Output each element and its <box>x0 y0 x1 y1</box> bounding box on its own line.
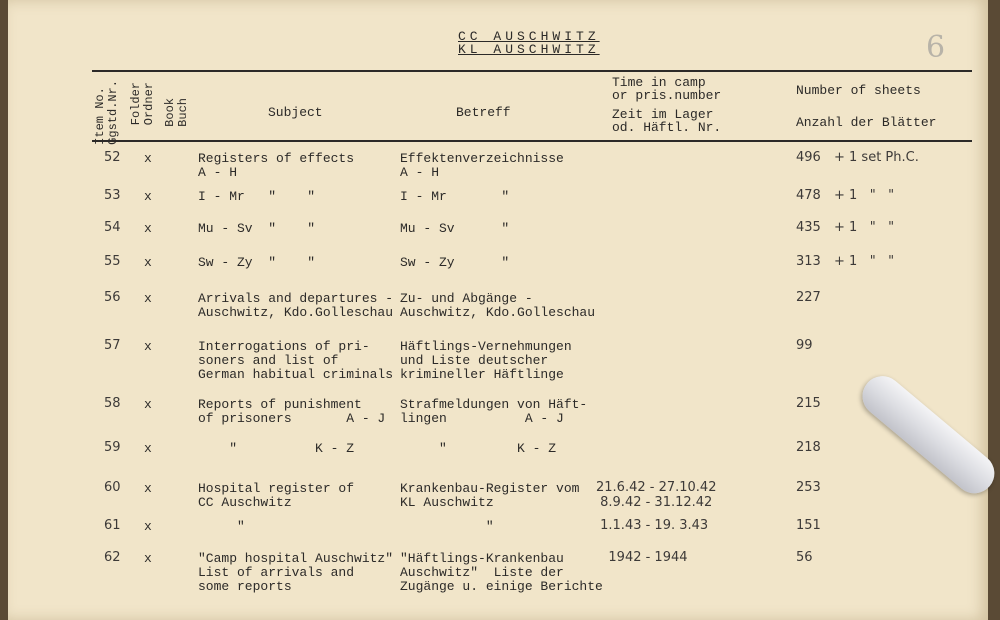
time-in-camp: 1942 - 1944 <box>596 550 688 565</box>
betreff-text: Häftlings-Vernehmungen und Liste deutscher krimineller Häftlinge <box>400 339 572 382</box>
header-sheets-de: Anzahl der Blätter <box>796 115 937 130</box>
folder-mark: x <box>144 221 152 236</box>
item-number: 58 <box>104 396 121 411</box>
header-betreff: Betreff <box>456 105 511 120</box>
subject-text: Arrivals and departures - Auschwitz, Kdo.Golleschau <box>198 291 394 320</box>
sheet-count: 215 <box>796 396 821 411</box>
subject-text: " K - Z <box>198 441 355 456</box>
sheet-count: 227 <box>796 290 821 305</box>
betreff-text: Strafmeldungen von Häft- lingen A - J <box>400 397 588 426</box>
item-number: 59 <box>104 440 121 455</box>
folder-mark: x <box>144 519 152 534</box>
sheet-count: 56 <box>796 550 813 565</box>
header-bottom-rule <box>92 140 972 142</box>
folder-mark: x <box>144 339 152 354</box>
subject-text: Registers of effects A - H <box>198 151 355 180</box>
title-line-1: CC AUSCHWITZ <box>458 29 600 44</box>
header-time-de: Zeit im Lager od. Häftl. Nr. <box>612 107 722 135</box>
subject-text: Hospital register of CC Auschwitz <box>198 481 355 510</box>
sheet-count: 496 <box>796 150 821 165</box>
item-number: 56 <box>104 290 121 305</box>
item-number: 62 <box>104 550 121 565</box>
subject-text: Reports of punishment of prisoners A - J <box>198 397 386 426</box>
header-top-rule <box>92 70 972 72</box>
item-number: 54 <box>104 220 121 235</box>
betreff-text: " K - Z <box>400 441 557 456</box>
folder-mark: x <box>144 551 152 566</box>
title-line-2: KL AUSCHWITZ <box>458 42 600 57</box>
folder-mark: x <box>144 291 152 306</box>
sheet-count: 435 <box>796 220 821 235</box>
folder-mark: x <box>144 397 152 412</box>
header-subject: Subject <box>268 105 323 120</box>
betreff-text: Krankenbau-Register vom KL Auschwitz <box>400 481 580 510</box>
page-number: 6 <box>926 30 946 65</box>
sheet-count: 99 <box>796 338 813 353</box>
subject-text: I - Mr " " <box>198 189 316 204</box>
betreff-text: Effektenverzeichnisse A - H <box>400 151 564 180</box>
item-number: 53 <box>104 188 121 203</box>
subject-text: Interrogations of pri- soners and list of German habitual criminals <box>198 339 394 382</box>
sheet-count: 218 <box>796 440 821 455</box>
folder-mark: x <box>144 255 152 270</box>
sheet-extra: + 1 " " <box>834 188 895 203</box>
item-number: 57 <box>104 338 121 353</box>
header-book: Book Buch <box>163 98 190 127</box>
sheet-count: 253 <box>796 480 821 495</box>
paper-clip <box>854 368 1000 501</box>
folder-mark: x <box>144 441 152 456</box>
item-number: 55 <box>104 254 121 269</box>
header-time-en: Time in camp or pris.number <box>612 75 722 103</box>
document-page <box>8 0 988 620</box>
sheet-extra: + 1 set Ph.C. <box>834 150 919 165</box>
header-folder: Folder Ordner <box>129 82 156 126</box>
betreff-text: Zu- und Abgänge - Auschwitz, Kdo.Golleschau <box>400 291 596 320</box>
folder-mark: x <box>144 151 152 166</box>
header-sheets-en: Number of sheets <box>796 83 921 98</box>
subject-text: Sw - Zy " " <box>198 255 316 270</box>
subject-text: Mu - Sv " " <box>198 221 316 236</box>
sheet-count: 151 <box>796 518 821 533</box>
item-number: 60 <box>104 480 121 495</box>
folder-mark: x <box>144 189 152 204</box>
item-number: 52 <box>104 150 121 165</box>
sheet-count: 313 <box>796 254 821 269</box>
subject-text: " <box>198 519 245 534</box>
betreff-text: I - Mr " <box>400 189 510 204</box>
sheet-extra: + 1 " " <box>834 254 895 269</box>
folder-mark: x <box>144 481 152 496</box>
betreff-text: "Häftlings-Krankenbau Auschwitz" Liste der Zugänge u. einige Berichte <box>400 551 603 594</box>
sheet-extra: + 1 " " <box>834 220 895 235</box>
sheet-count: 478 <box>796 188 821 203</box>
betreff-text: " <box>400 519 494 534</box>
time-in-camp: 1.1.43 - 19. 3.43 <box>596 518 709 533</box>
subject-text: "Camp hospital Auschwitz" List of arrivals and some reports <box>198 551 394 594</box>
document-title <box>458 30 600 56</box>
header-item-no: Item No. Ggstd.Nr. <box>93 80 120 145</box>
time-in-camp: 21.6.42 - 27.10.42 8.9.42 - 31.12.42 <box>596 480 717 510</box>
betreff-text: Sw - Zy " <box>400 255 510 270</box>
item-number: 61 <box>104 518 121 533</box>
betreff-text: Mu - Sv " <box>400 221 510 236</box>
